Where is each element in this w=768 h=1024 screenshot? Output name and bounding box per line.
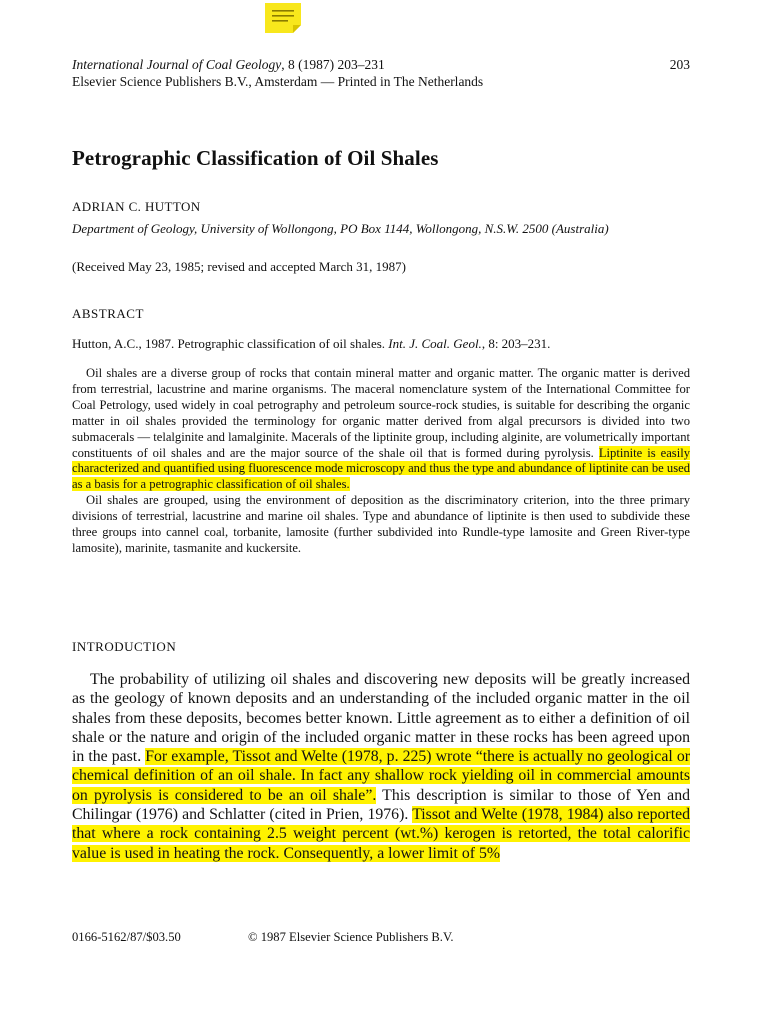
journal-name: International Journal of Coal Geology	[72, 57, 282, 72]
publisher-line: Elsevier Science Publishers B.V., Amsterdam — Printed in The Netherlands	[72, 74, 484, 89]
highlight-intro-1[interactable]: For example, Tissot and Welte (1978, p. 225) wrote “there is actually no geological or chemical definition of an oil shale. In fact any shallow rock yielding oil in commercial amounts on pyrolysis is considered to be an oil shale”.	[72, 748, 690, 804]
citation-journal: Int. J. Coal. Geol.	[388, 336, 482, 351]
abstract-paragraph-2: Oil shales are grouped, using the environment of deposition as the discriminatory criterion, into the three primary divisions of terrestrial, lacustrine and marine oil shales. Type and abundance of liptinite is then used to subdivide these three groups into cannel coal, torbanite, lamosite (further subdivided into Rundle-type lamosite and Green River-type lamosite), marinite, tasmanite and kuckersite.	[72, 493, 690, 555]
journal-header	[72, 56, 690, 90]
highlight-abstract[interactable]: Liptinite is easily characterized and quantified using fluorescence mode microscopy and thus the type and abundance of liptinite can be used as a basis for a petrographic classification of oil shales.	[72, 445, 690, 492]
footer-copyright: © 1987 Elsevier Science Publishers B.V.	[248, 930, 454, 944]
abstract-paragraph-1	[72, 366, 690, 493]
journal-citation-line	[72, 56, 690, 73]
sticky-note-icon[interactable]	[265, 3, 301, 33]
introduction-body	[72, 670, 690, 863]
footer-code: 0166-5162/87/$03.50	[72, 930, 181, 944]
intro-text-2: This description is similar to those of Yen and Chilingar (1976) and Schlatter (cited in Prien, 1976).	[72, 786, 690, 824]
intro-text-1: The probability of utilizing oil shales and discovering new deposits will be greatly increased as the geology of known deposits and an understanding of the included organic matter in the oil shales from these deposits, becomes better known. Little agreement as to either a definition of oil shale or the nature and origin of the included organic matter in these rocks has been agreed upon in the past.	[72, 671, 690, 766]
author-affiliation: Department of Geology, University of Wollongong, PO Box 1144, Wollongong, N.S.W. 2500 (Australia)	[72, 221, 609, 236]
introduction-paragraph	[72, 670, 690, 863]
abstract-citation	[72, 336, 550, 352]
page-number: 203	[669, 57, 690, 72]
abstract-body	[72, 366, 690, 557]
citation-tail: , 8: 203–231.	[481, 336, 551, 351]
paper-title: Petrographic Classification of Oil Shales	[72, 146, 439, 170]
citation-plain: Hutton, A.C., 1987. Petrographic classification of oil shales.	[72, 336, 386, 351]
abstract-heading: ABSTRACT	[72, 306, 144, 321]
received-dates: (Received May 23, 1985; revised and accepted March 31, 1987)	[72, 259, 406, 274]
introduction-heading: INTRODUCTION	[72, 639, 177, 654]
highlight-intro-2[interactable]: Tissot and Welte (1978, 1984) also reported that where a rock containing 2.5 weight percent (wt.%) kerogen is retorted, the total calorific value is used in heating the rock. Consequently, a lower limit of 5%	[72, 806, 690, 862]
journal-volume-pages: , 8 (1987) 203–231	[281, 57, 385, 72]
author-name: ADRIAN C. HUTTON	[72, 199, 201, 214]
abstract-p1-text: Oil shales are a diverse group of rocks that contain mineral matter and organic matter. The organic matter is derived from terrestrial, lacustrine and marine organisms. The maceral nomenclature system of the International Committee for Coal Petrology, used widely in coal petrography and petroleum source-rock studies, is suitable for describing the organic matter in oil shales provided the terminology for organic matter derived from algal precursors is divided into two submacerals — telalginite and lamalginite. Macerals of the liptinite group, including alginite, are volumetrically important constituents of oil shales and are the major source of the shale oil that is formed during pyrolysis.	[72, 366, 690, 460]
